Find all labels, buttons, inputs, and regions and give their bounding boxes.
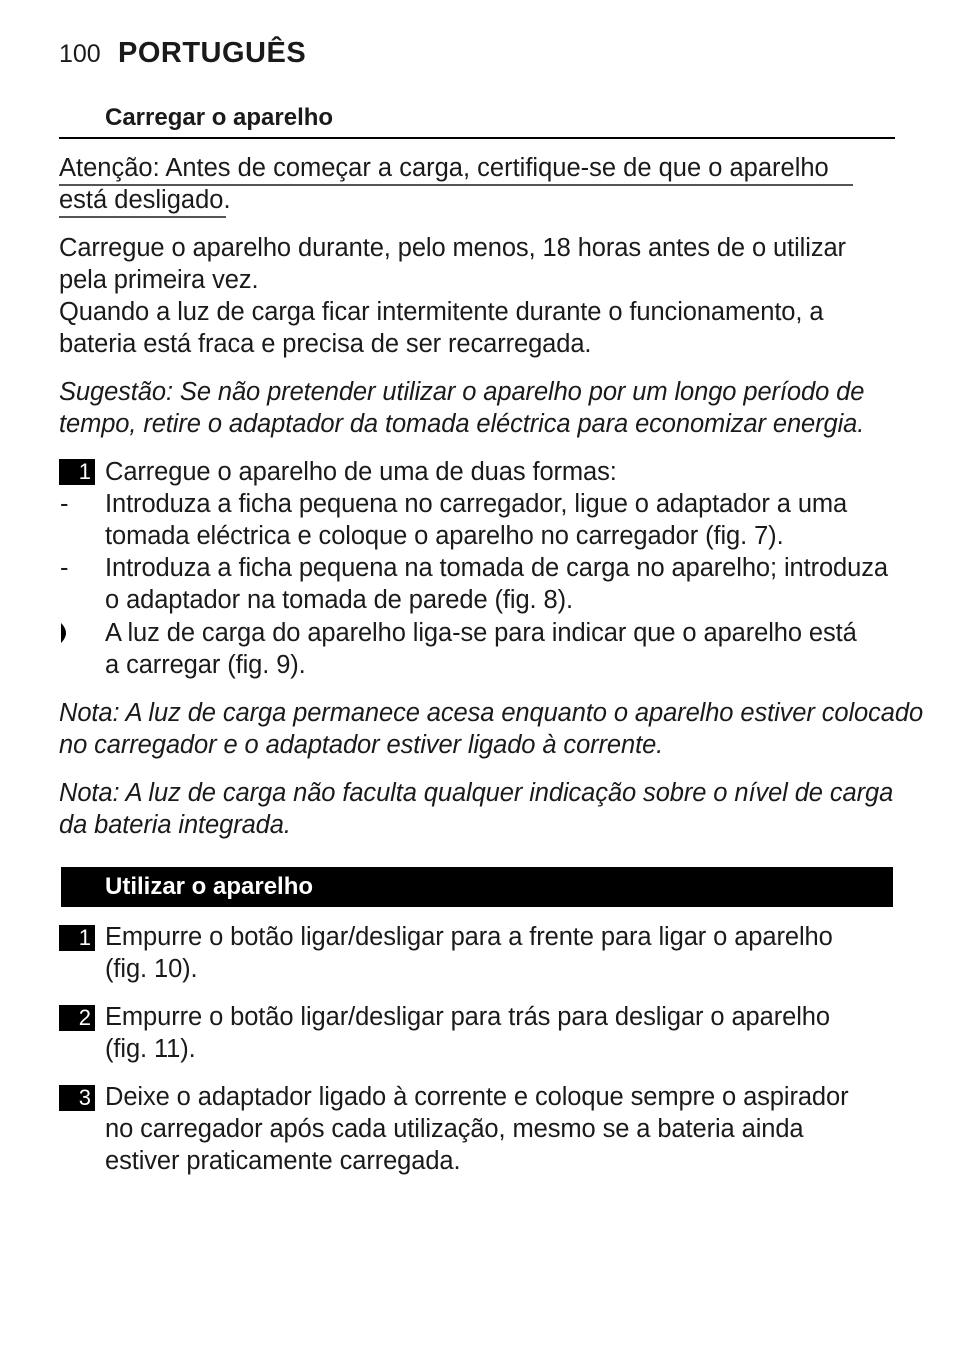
body-text-line: Carregue o aparelho durante, pelo menos, 18 horas antes de o utilizar: [59, 234, 846, 262]
step-text: Carregue o aparelho de uma de duas formas:: [105, 458, 617, 486]
step-number-badge: 1: [59, 459, 95, 485]
step-number-badge: 3: [59, 1085, 95, 1111]
note-text-line: da bateria integrada.: [59, 811, 291, 839]
note-text-line: Nota: A luz de carga permanece acesa enquanto o aparelho estiver colocado: [59, 699, 924, 727]
section-title-charging: Carregar o aparelho: [105, 104, 334, 131]
page-number: 100: [59, 40, 101, 68]
bullet-dash: -: [60, 490, 69, 518]
tip-text-line: tempo, retire o adaptador da tomada eléctrica para economizar energia.: [59, 410, 865, 438]
step-text-line: estiver praticamente carregada.: [105, 1147, 461, 1175]
step-text-line: (fig. 11).: [105, 1035, 196, 1063]
body-text-line: pela primeira vez.: [59, 266, 259, 294]
warning-line-2: está desligado.: [59, 186, 231, 214]
bullet-text-line: Introduza a ficha pequena na tomada de carga no aparelho; introduza: [105, 554, 888, 582]
bullet-text-line: o adaptador na tomada de parede (fig. 8).: [105, 586, 573, 614]
bullet-dash: -: [60, 554, 69, 582]
half-circle-arrow-icon: [60, 622, 72, 644]
bullet-text-line: tomada eléctrica e coloque o aparelho no carregador (fig. 7).: [105, 522, 784, 550]
tip-text-line: Sugestão: Se não pretender utilizar o aparelho por um longo período de: [59, 378, 865, 406]
body-text-line: Quando a luz de carga ficar intermitente durante o funcionamento, a: [59, 298, 824, 326]
warning-line-1: Atenção: Antes de começar a carga, certifique-se de que o aparelho: [59, 154, 829, 182]
bullet-text-line: Introduza a ficha pequena no carregador, ligue o adaptador a uma: [105, 490, 848, 518]
step-text-line: Deixe o adaptador ligado à corrente e coloque sempre o aspirador: [105, 1083, 849, 1111]
step-text-line: (fig. 10).: [105, 955, 198, 983]
result-text-line: A luz de carga do aparelho liga-se para indicar que o aparelho está: [105, 619, 857, 647]
result-text-line: a carregar (fig. 9).: [105, 651, 306, 679]
warning-underline-2: [59, 216, 226, 218]
section-divider: [59, 137, 895, 139]
note-text-line: Nota: A luz de carga não faculta qualquer indicação sobre o nível de carga: [59, 779, 894, 807]
body-text-line: bateria está fraca e precisa de ser recarregada.: [59, 330, 592, 358]
section-title-using: Utilizar o aparelho: [105, 873, 314, 900]
step-number-badge: 1: [59, 925, 95, 951]
note-text-line: no carregador e o adaptador estiver ligado à corrente.: [59, 731, 664, 759]
step-number-badge: 2: [59, 1005, 95, 1031]
language-title: PORTUGUÊS: [118, 37, 307, 69]
step-text-line: Empurre o botão ligar/desligar para trás para desligar o aparelho: [105, 1003, 830, 1031]
step-text-line: no carregador após cada utilização, mesmo se a bateria ainda: [105, 1115, 804, 1143]
step-text-line: Empurre o botão ligar/desligar para a frente para ligar o aparelho: [105, 923, 833, 951]
